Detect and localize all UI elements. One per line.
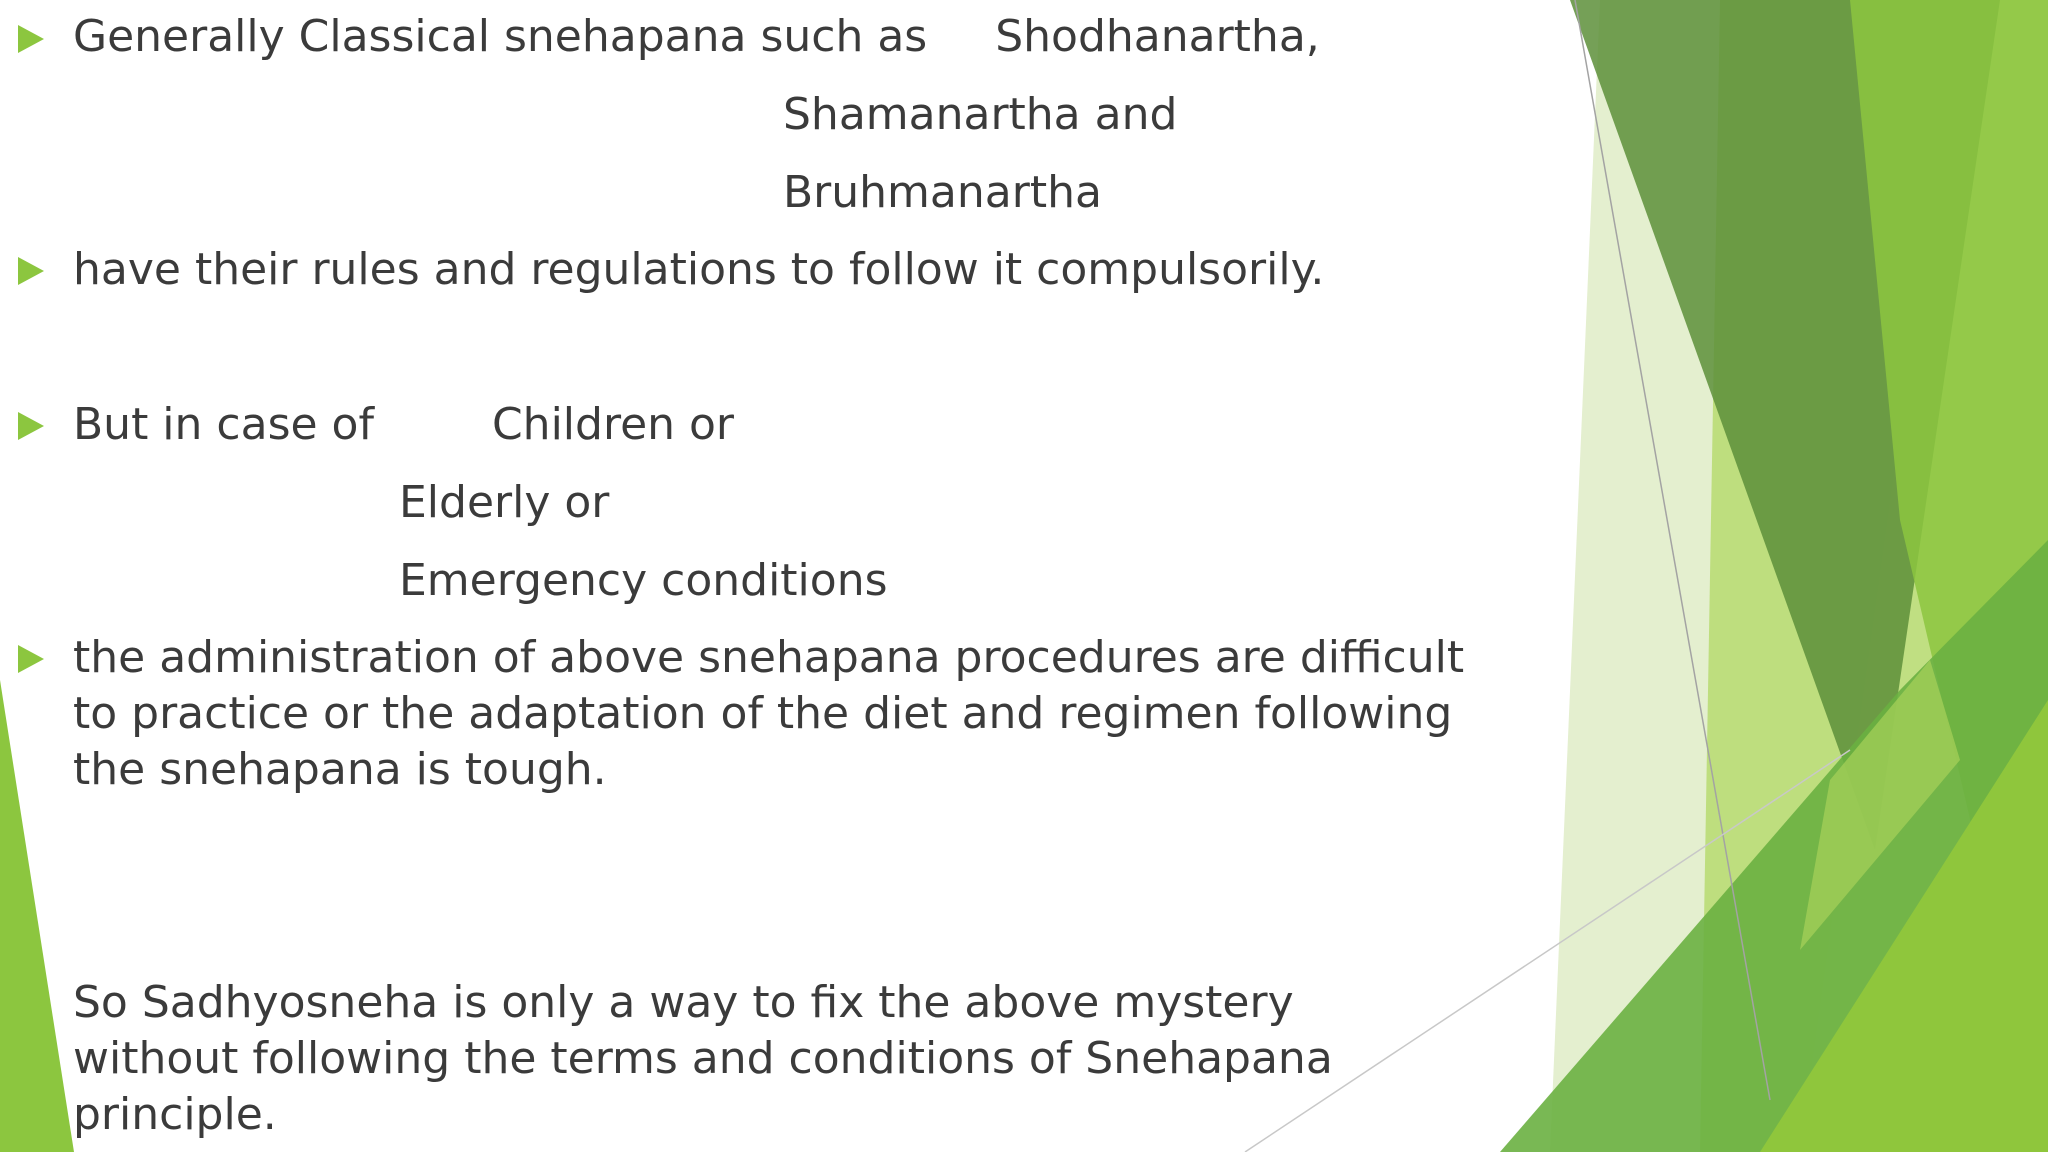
bullet-marker — [18, 412, 44, 440]
bullet-3-line-2: Elderly or — [399, 477, 610, 528]
bullet-1-text-b: Shodhanartha, — [995, 11, 1320, 62]
bullet-1-line-2: Shamanartha and — [783, 89, 1178, 140]
bullet-1-line-3: Bruhmanartha — [783, 167, 1102, 218]
bullet-3-line-1 — [73, 397, 734, 453]
bullet-1-text-a: Generally Classical snehapana such as — [73, 11, 928, 62]
bullet-5-text: So Sadhyosneha is only a way to fix the above mystery without following the terms and conditions of Snehapana principle. — [73, 977, 1333, 1140]
bullet-2-text: have their rules and regulations to follow it compulsorily. — [73, 244, 1325, 295]
bullet-3-text-a: But in case of — [73, 399, 374, 450]
bullet-3-line-3: Emergency conditions — [399, 555, 888, 606]
bullet-marker — [18, 990, 44, 1018]
bullet-marker — [18, 645, 44, 673]
bullet-4-text: the administration of above snehapana procedures are difficult to practice or the adaptation of the diet and regimen following the snehapana is tough. — [73, 632, 1465, 795]
decor-left-sliver — [0, 680, 74, 1152]
bullet-1-line-1 — [73, 9, 1320, 65]
bullet-marker — [18, 25, 44, 53]
bullet-3-text-b: Children or — [491, 399, 735, 450]
bullet-marker — [18, 257, 44, 285]
